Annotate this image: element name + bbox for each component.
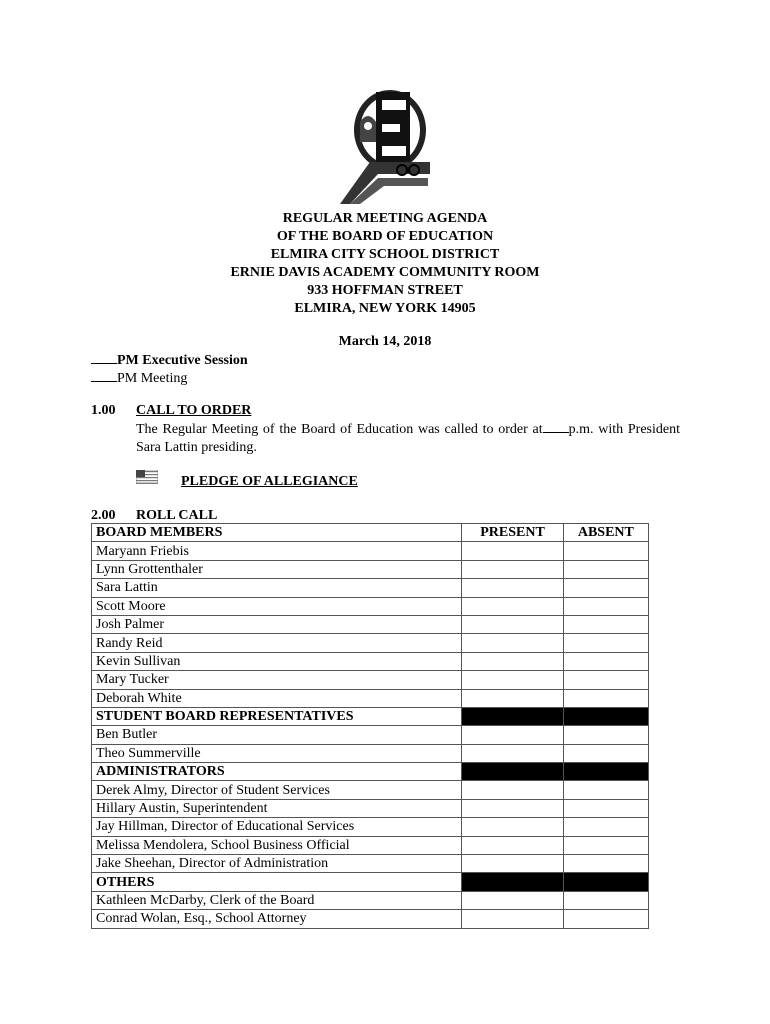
table-row bbox=[92, 726, 649, 744]
member-name: Scott Moore bbox=[92, 597, 462, 615]
column-header-present: PRESENT bbox=[462, 524, 563, 542]
call-to-order-number: 1.00 bbox=[91, 403, 116, 418]
table-row bbox=[92, 744, 649, 762]
member-name: Derek Almy, Director of Student Services bbox=[92, 781, 462, 799]
absent-cell[interactable] bbox=[563, 615, 648, 633]
present-cell[interactable] bbox=[462, 781, 563, 799]
absent-cell[interactable] bbox=[563, 634, 648, 652]
table-row bbox=[92, 615, 649, 633]
table-row bbox=[92, 781, 649, 799]
member-name: Kevin Sullivan bbox=[92, 652, 462, 670]
present-cell[interactable] bbox=[462, 910, 563, 928]
table-row bbox=[92, 891, 649, 909]
header-line: 933 HOFFMAN STREET bbox=[307, 283, 463, 298]
present-cell[interactable] bbox=[462, 597, 563, 615]
absent-cell[interactable] bbox=[563, 855, 648, 873]
column-header-board-members: BOARD MEMBERS bbox=[92, 524, 462, 542]
district-logo-icon bbox=[330, 82, 440, 207]
absent-cell[interactable] bbox=[563, 542, 648, 560]
meeting-date: March 14, 2018 bbox=[338, 334, 432, 349]
header-line: ERNIE DAVIS ACADEMY COMMUNITY ROOM bbox=[230, 265, 540, 280]
section-header-row bbox=[92, 707, 649, 725]
pledge-of-allegiance: PLEDGE OF ALLEGIANCE bbox=[181, 474, 358, 489]
roll-call-number: 2.00 bbox=[91, 508, 116, 523]
absent-cell[interactable] bbox=[563, 579, 648, 597]
present-cell[interactable] bbox=[462, 799, 563, 817]
table-row bbox=[92, 855, 649, 873]
table-row bbox=[92, 634, 649, 652]
others-section-heading: OTHERS bbox=[92, 873, 462, 891]
table-row bbox=[92, 671, 649, 689]
executive-session-line bbox=[91, 351, 248, 370]
shaded-cell bbox=[462, 763, 563, 781]
shaded-cell bbox=[563, 707, 648, 725]
table-row bbox=[92, 818, 649, 836]
absent-cell[interactable] bbox=[563, 910, 648, 928]
member-name: Mary Tucker bbox=[92, 671, 462, 689]
present-cell[interactable] bbox=[462, 560, 563, 578]
member-name: Ben Butler bbox=[92, 726, 462, 744]
table-row bbox=[92, 836, 649, 854]
member-name: Jay Hillman, Director of Educational Services bbox=[92, 818, 462, 836]
present-cell[interactable] bbox=[462, 818, 563, 836]
present-cell[interactable] bbox=[462, 579, 563, 597]
present-cell[interactable] bbox=[462, 726, 563, 744]
section-header-row bbox=[92, 873, 649, 891]
present-cell[interactable] bbox=[462, 855, 563, 873]
table-row bbox=[92, 579, 649, 597]
member-name: Conrad Wolan, Esq., School Attorney bbox=[92, 910, 462, 928]
time-blank bbox=[91, 369, 117, 382]
member-name: Hillary Austin, Superintendent bbox=[92, 799, 462, 817]
header-line: ELMIRA CITY SCHOOL DISTRICT bbox=[270, 247, 500, 262]
present-cell[interactable] bbox=[462, 542, 563, 560]
absent-cell[interactable] bbox=[563, 891, 648, 909]
section-header-row bbox=[92, 763, 649, 781]
absent-cell[interactable] bbox=[563, 689, 648, 707]
executive-session-label: PM Executive Session bbox=[117, 353, 248, 368]
member-name: Lynn Grottenthaler bbox=[92, 560, 462, 578]
time-blank bbox=[543, 420, 569, 433]
member-name: Randy Reid bbox=[92, 634, 462, 652]
absent-cell[interactable] bbox=[563, 836, 648, 854]
roll-call-title: ROLL CALL bbox=[136, 508, 218, 523]
roll-call-table bbox=[91, 523, 649, 929]
member-name: Sara Lattin bbox=[92, 579, 462, 597]
absent-cell[interactable] bbox=[563, 781, 648, 799]
member-name: Melissa Mendolera, School Business Official bbox=[92, 836, 462, 854]
meeting-line bbox=[91, 369, 187, 388]
absent-cell[interactable] bbox=[563, 671, 648, 689]
table-row bbox=[92, 689, 649, 707]
shaded-cell bbox=[563, 873, 648, 891]
call-to-order-title: CALL TO ORDER bbox=[136, 403, 252, 418]
absent-cell[interactable] bbox=[563, 726, 648, 744]
column-header-absent: ABSENT bbox=[563, 524, 648, 542]
meeting-label: PM Meeting bbox=[117, 371, 188, 386]
absent-cell[interactable] bbox=[563, 652, 648, 670]
call-to-order-text-start: The Regular Meeting of the Board of Education was called to order at bbox=[136, 422, 543, 437]
call-to-order-text bbox=[136, 420, 680, 457]
shaded-cell bbox=[563, 763, 648, 781]
time-blank bbox=[91, 351, 117, 364]
shaded-cell bbox=[462, 707, 563, 725]
member-name: Theo Summerville bbox=[92, 744, 462, 762]
table-row bbox=[92, 560, 649, 578]
agenda-header bbox=[0, 210, 770, 318]
table-row bbox=[92, 597, 649, 615]
call-to-order-text-end: p.m. with President Sara Lattin presiding. bbox=[136, 422, 680, 455]
member-name: Kathleen McDarby, Clerk of the Board bbox=[92, 891, 462, 909]
header-line: ELMIRA, NEW YORK 14905 bbox=[294, 301, 476, 316]
student-section-heading: STUDENT BOARD REPRESENTATIVES bbox=[92, 707, 462, 725]
absent-cell[interactable] bbox=[563, 818, 648, 836]
table-row bbox=[92, 542, 649, 560]
member-name: Maryann Friebis bbox=[92, 542, 462, 560]
header-line: REGULAR MEETING AGENDA bbox=[282, 211, 488, 226]
member-name: Deborah White bbox=[92, 689, 462, 707]
table-row bbox=[92, 652, 649, 670]
header-line: OF THE BOARD OF EDUCATION bbox=[276, 229, 494, 244]
shaded-cell bbox=[462, 873, 563, 891]
absent-cell[interactable] bbox=[563, 744, 648, 762]
present-cell[interactable] bbox=[462, 744, 563, 762]
present-cell[interactable] bbox=[462, 671, 563, 689]
table-row bbox=[92, 799, 649, 817]
absent-cell[interactable] bbox=[563, 799, 648, 817]
admin-section-heading: ADMINISTRATORS bbox=[92, 763, 462, 781]
present-cell[interactable] bbox=[462, 689, 563, 707]
table-row bbox=[92, 910, 649, 928]
member-name: Jake Sheehan, Director of Administration bbox=[92, 855, 462, 873]
present-cell[interactable] bbox=[462, 634, 563, 652]
present-cell[interactable] bbox=[462, 891, 563, 909]
present-cell[interactable] bbox=[462, 615, 563, 633]
table-header-row bbox=[92, 524, 649, 542]
american-flag-icon bbox=[136, 470, 158, 484]
present-cell[interactable] bbox=[462, 652, 563, 670]
absent-cell[interactable] bbox=[563, 560, 648, 578]
present-cell[interactable] bbox=[462, 836, 563, 854]
absent-cell[interactable] bbox=[563, 597, 648, 615]
member-name: Josh Palmer bbox=[92, 615, 462, 633]
